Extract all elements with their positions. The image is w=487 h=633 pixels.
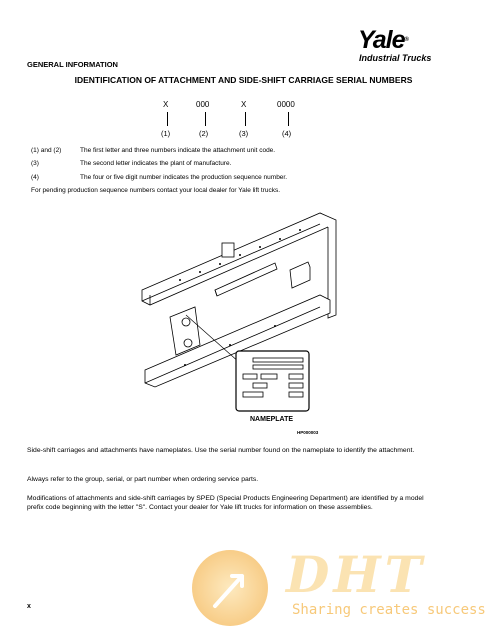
serial-code-3: X (241, 100, 247, 109)
serial-label-1: (1) (161, 129, 171, 138)
paragraph: Modifications of attachments and side-shift carriages by SPED (Special Products Engineering Department) are identified by a model prefix code beginning with the letter "S". Contact your dealer for Yale lift trucks for information on these assemblies. (27, 495, 424, 511)
legend-text: The first letter and three numbers indicate the attachment unit code. (80, 147, 276, 154)
serial-code-1: X (163, 100, 169, 109)
nameplate-detail (235, 350, 310, 412)
figure-id: HP000003 (297, 430, 319, 435)
legend-key: (1) and (2) (31, 147, 62, 154)
serial-label-4: (4) (282, 129, 292, 138)
legend-key: (4) (31, 174, 39, 181)
paragraph: Always refer to the group, serial, or part number when ordering service parts. (27, 476, 259, 483)
serial-label-3: (3) (239, 129, 249, 138)
serial-label-2: (2) (199, 129, 209, 138)
watermark-circle-icon (190, 548, 270, 628)
page-number: x (27, 603, 31, 610)
serial-tick (167, 112, 168, 126)
brand-name: Yale (358, 26, 405, 54)
registered-mark: ® (404, 37, 408, 43)
watermark-tagline: Sharing creates success (292, 602, 486, 618)
section-heading: GENERAL INFORMATION (27, 60, 118, 69)
watermark-logo: DHT (286, 545, 426, 604)
page-title: IDENTIFICATION OF ATTACHMENT AND SIDE-SHIFT CARRIAGE SERIAL NUMBERS (74, 75, 413, 85)
brand-tagline: Industrial Trucks (359, 53, 432, 63)
serial-tick (245, 112, 246, 126)
yale-logo (352, 26, 432, 66)
serial-code-2: 000 (196, 100, 210, 109)
legend-text: The second letter indicates the plant of manufacture. (80, 160, 232, 167)
serial-tick (288, 112, 289, 126)
serial-code-4: 0000 (277, 100, 295, 109)
paragraph: Side-shift carriages and attachments have nameplates. Use the serial number found on the nameplate to identify the attachment. (27, 447, 415, 454)
legend-key: (3) (31, 160, 39, 167)
legend-text: The four or five digit number indicates the production sequence number. (80, 174, 288, 181)
pending-note: For pending production sequence numbers contact your local dealer for Yale lift trucks. (31, 187, 281, 194)
serial-tick (205, 112, 206, 126)
nameplate-label: NAMEPLATE (250, 416, 294, 423)
